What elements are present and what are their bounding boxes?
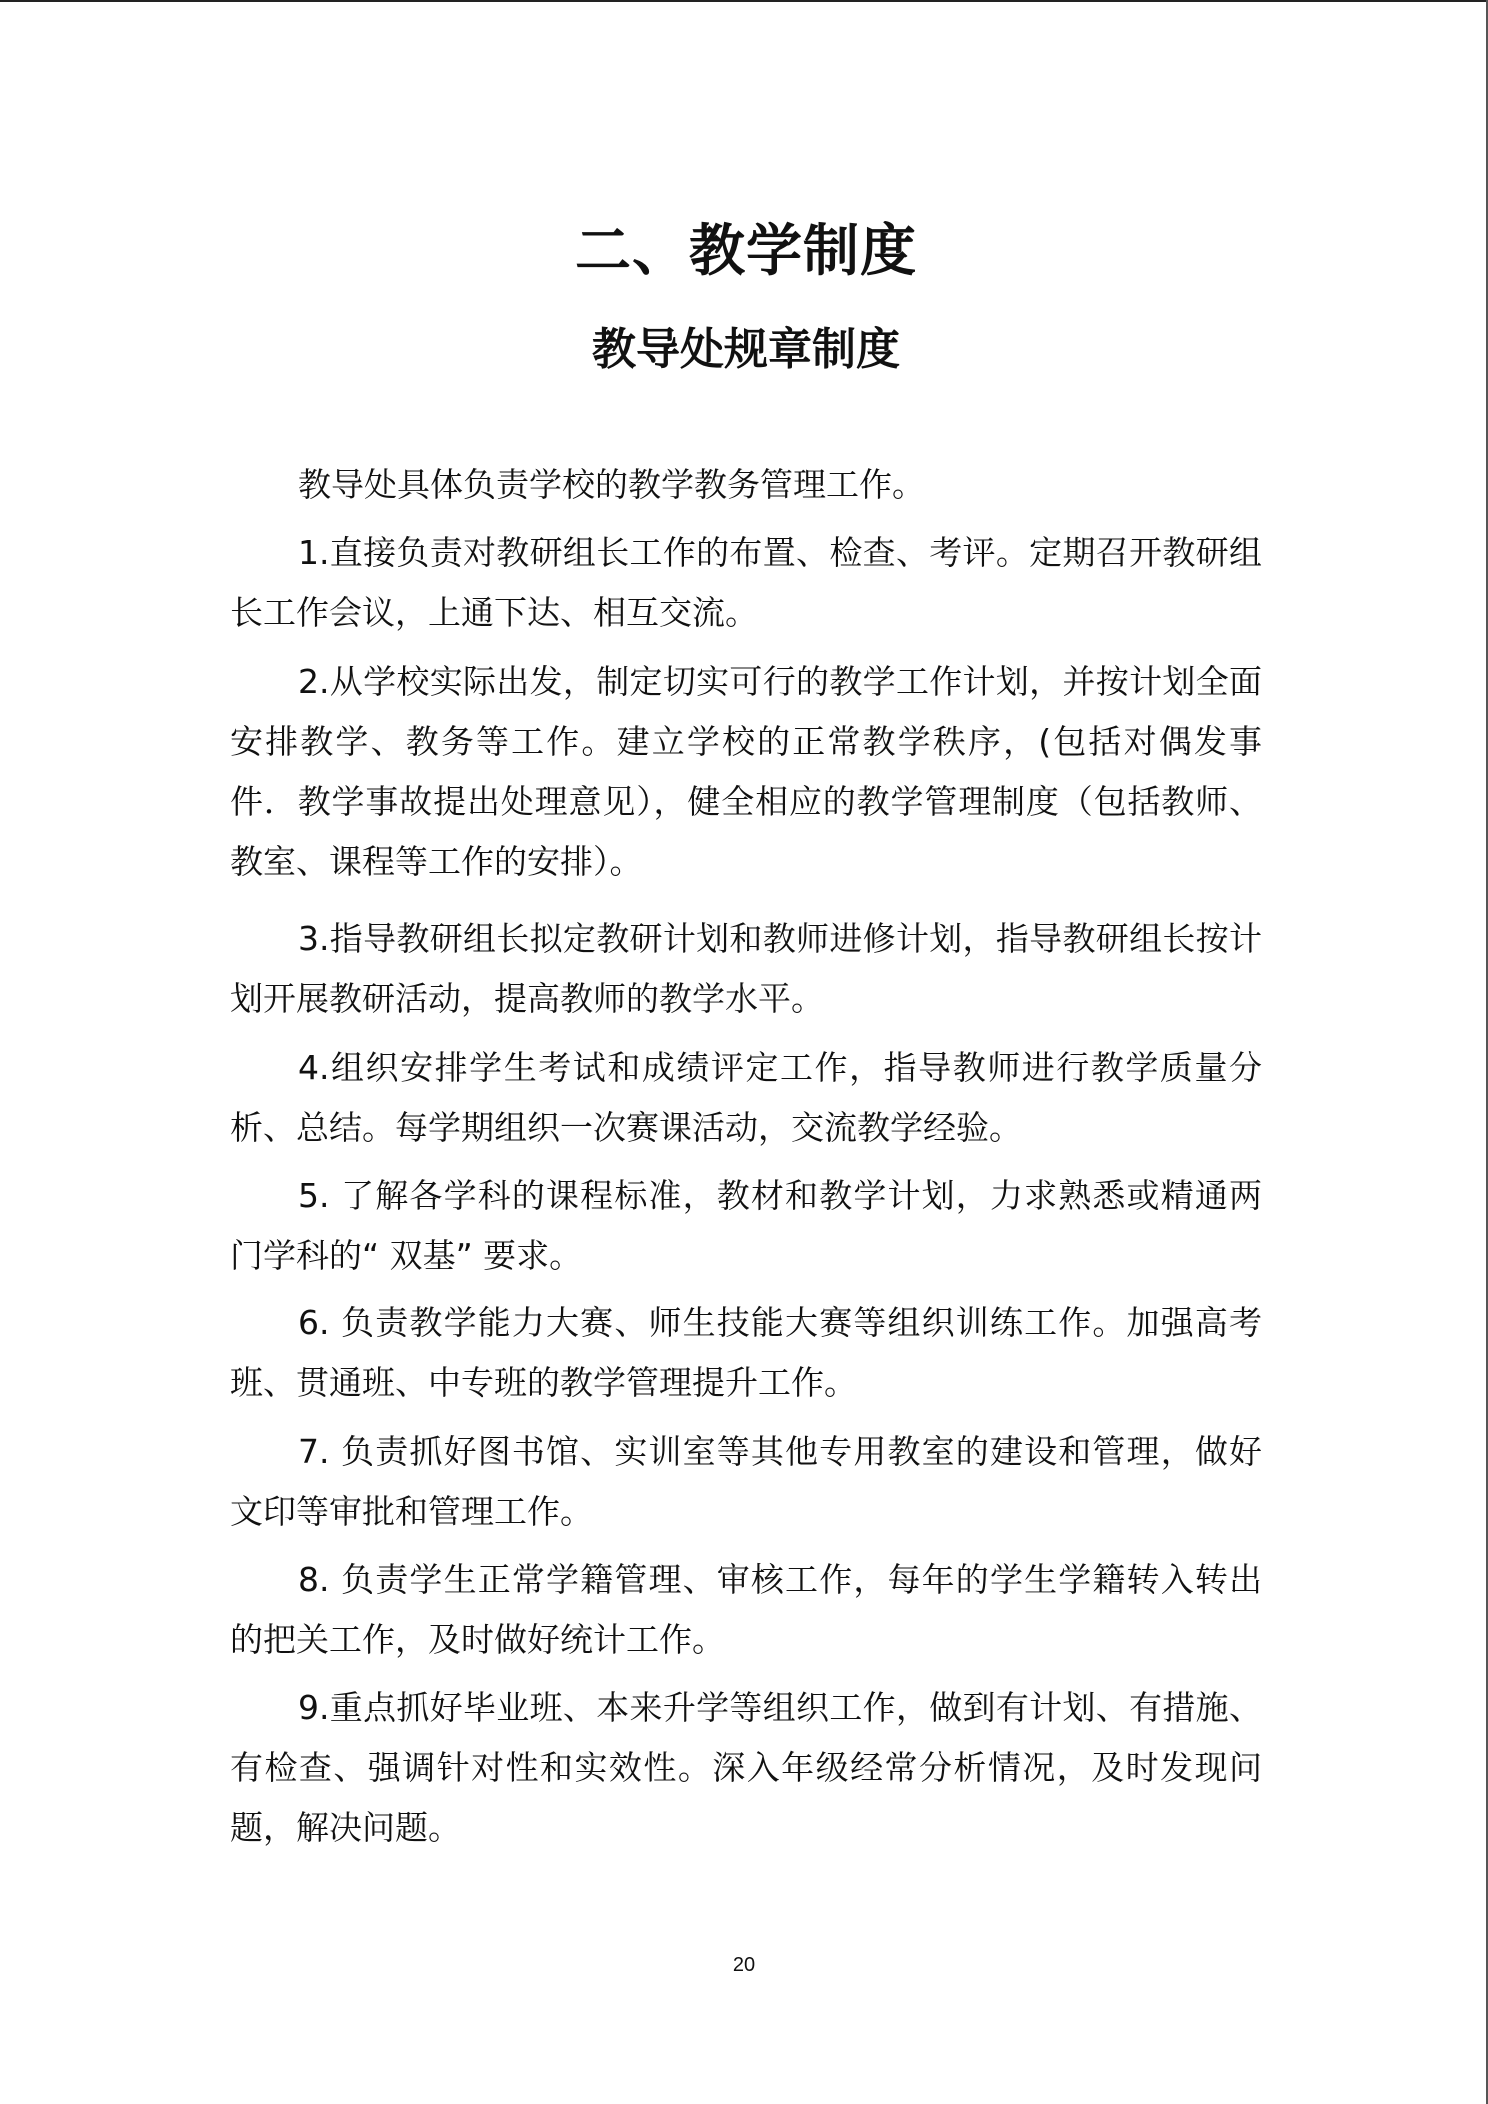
rule-item-7: 7. 负责抓好图书馆、实训室等其他专用教室的建设和管理，做好文印等审批和管理工作。 bbox=[230, 1432, 1262, 1531]
rule-item-2: 2.从学校实际出发，制定切实可行的教学工作计划，并按计划全面安排教学、教务等工作。建立学校的正常教学秩序，(包括对偶发事件．教学事故提出处理意见），健全相应的教学管理制度（包括教师、教室、课程等工作的安排）。 bbox=[230, 662, 1262, 881]
page-top-border bbox=[0, 0, 1488, 2]
document-title: 二、教学制度 bbox=[575, 219, 917, 284]
rule-item-6: 6. 负责教学能力大赛、师生技能大赛等组织训练工作。加强高考班、贯通班、中专班的教学管理提升工作。 bbox=[230, 1303, 1262, 1402]
document-subtitle: 教导处规章制度 bbox=[592, 324, 900, 375]
rule-item-4: 4.组织安排学生考试和成绩评定工作，指导教师进行教学质量分析、总结。每学期组织一次赛课活动，交流教学经验。 bbox=[230, 1048, 1262, 1147]
page-number: 20 bbox=[732, 1954, 756, 1976]
rule-item-8: 8. 负责学生正常学籍管理、审核工作，每年的学生学籍转入转出的把关工作，及时做好统计工作。 bbox=[230, 1560, 1262, 1659]
rule-item-9: 9.重点抓好毕业班、本来升学等组织工作，做到有计划、有措施、有检查、强调针对性和实效性。深入年级经常分析情况，及时发现问题，解决问题。 bbox=[230, 1688, 1262, 1847]
rule-item-5: 5. 了解各学科的课程标准，教材和教学计划，力求熟悉或精通两门学科的“ 双基” 要求。 bbox=[230, 1176, 1262, 1275]
rule-item-3: 3.指导教研组长拟定教研计划和教师进修计划，指导教研组长按计划开展教研活动，提高教师的教学水平。 bbox=[230, 919, 1262, 1018]
rule-item-1: 1.直接负责对教研组长工作的布置、检查、考评。定期召开教研组长工作会议，上通下达、相互交流。 bbox=[230, 533, 1262, 632]
intro-paragraph: 教导处具体负责学校的教学教务管理工作。 bbox=[298, 465, 925, 504]
